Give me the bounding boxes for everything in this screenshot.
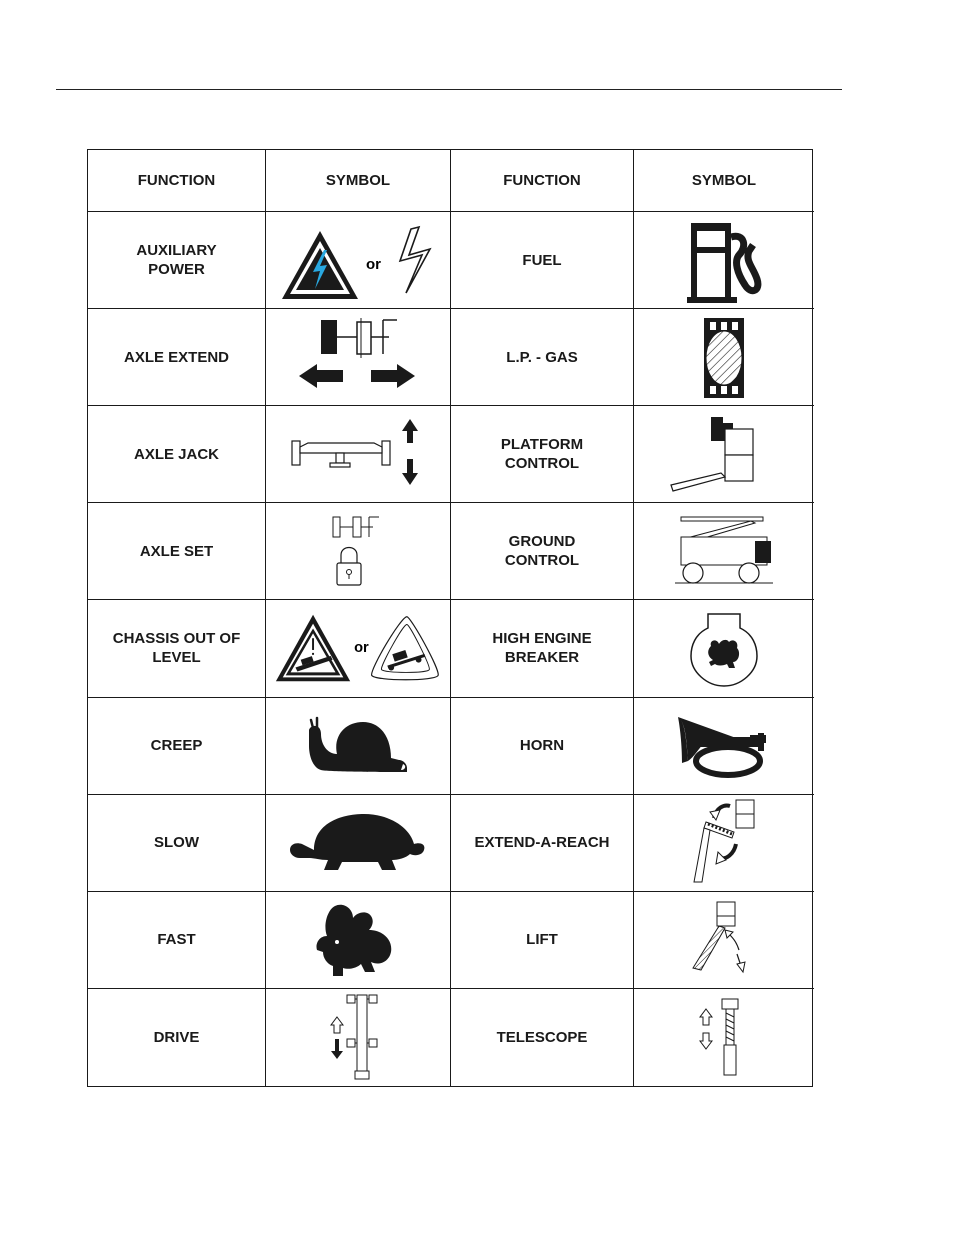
symbol-horn xyxy=(634,698,814,795)
function-chassis-out-of-level: CHASSIS OUT OF LEVEL xyxy=(88,600,266,697)
header-function-2: FUNCTION xyxy=(451,150,634,212)
auxiliary-power-icon xyxy=(272,215,444,305)
header-rule xyxy=(56,89,842,90)
chassis-out-of-level-icon xyxy=(272,610,444,686)
symbol-table xyxy=(87,149,813,1087)
ground-control-icon xyxy=(669,511,779,591)
axle-jack-icon xyxy=(288,419,428,489)
symbol-drive xyxy=(266,989,451,1086)
function-ground-control: GROUND CONTROL xyxy=(451,503,634,600)
function-axle-set: AXLE SET xyxy=(88,503,266,600)
function-platform-control: PLATFORM CONTROL xyxy=(451,406,634,503)
function-fuel: FUEL xyxy=(451,212,634,309)
axle-extend-icon xyxy=(293,314,423,400)
header-symbol-1: SYMBOL xyxy=(266,150,451,212)
function-extend-a-reach: EXTEND-A-REACH xyxy=(451,795,634,892)
symbol-axle-extend xyxy=(266,309,451,406)
function-lift: LIFT xyxy=(451,892,634,989)
fuel-pump-icon xyxy=(679,215,769,305)
telescope-icon xyxy=(694,997,754,1077)
axle-set-lock-icon xyxy=(323,511,393,591)
symbol-axle-set xyxy=(266,503,451,600)
header-symbol-2: SYMBOL xyxy=(634,150,814,212)
function-slow: SLOW xyxy=(88,795,266,892)
symbol-creep xyxy=(266,698,451,795)
function-high-engine-breaker: HIGH ENGINE BREAKER xyxy=(451,600,634,697)
symbol-auxiliary-power xyxy=(266,212,451,309)
symbol-slow xyxy=(266,795,451,892)
symbol-ground-control xyxy=(634,503,814,600)
or-label: or xyxy=(354,640,369,657)
function-auxiliary-power: AUXILIARY POWER xyxy=(88,212,266,309)
function-axle-jack: AXLE JACK xyxy=(88,406,266,503)
function-telescope: TELESCOPE xyxy=(451,989,634,1086)
symbol-telescope xyxy=(634,989,814,1086)
symbol-fast xyxy=(266,892,451,989)
function-horn: HORN xyxy=(451,698,634,795)
lift-icon xyxy=(689,900,759,980)
function-creep: CREEP xyxy=(88,698,266,795)
symbol-high-engine-breaker xyxy=(634,600,814,697)
symbol-platform-control xyxy=(634,406,814,503)
function-lp-gas: L.P. - GAS xyxy=(451,309,634,406)
platform-control-icon xyxy=(669,411,779,497)
high-engine-rabbit-icon xyxy=(689,608,759,688)
drive-icon xyxy=(323,993,393,1081)
function-drive: DRIVE xyxy=(88,989,266,1086)
snail-icon xyxy=(303,716,413,776)
symbol-chassis-out-of-level xyxy=(266,600,451,697)
symbol-lp-gas xyxy=(634,309,814,406)
header-function-1: FUNCTION xyxy=(88,150,266,212)
extend-a-reach-icon xyxy=(674,798,774,888)
lp-gas-tank-icon xyxy=(689,314,759,400)
horn-icon xyxy=(674,713,774,779)
or-label: or xyxy=(366,256,381,274)
symbol-axle-jack xyxy=(266,406,451,503)
function-fast: FAST xyxy=(88,892,266,989)
turtle-icon xyxy=(288,810,428,876)
symbol-lift xyxy=(634,892,814,989)
symbol-fuel xyxy=(634,212,814,309)
rabbit-icon xyxy=(313,902,403,978)
function-axle-extend: AXLE EXTEND xyxy=(88,309,266,406)
symbol-extend-a-reach xyxy=(634,795,814,892)
